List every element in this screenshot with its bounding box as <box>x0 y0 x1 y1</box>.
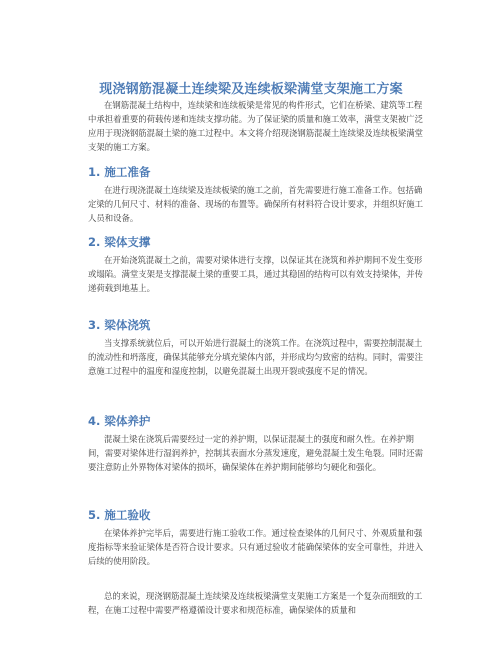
section-heading-pouring: 3. 梁体浇筑 <box>88 318 151 332</box>
intro-paragraph: 在钢筋混凝土结构中，连续梁和连续板梁是常见的构件形式，它们在桥梁、建筑等工程中承担着重要的荷载传递和连续支撑功能。为了保证梁的质量和施工效率，满堂支架被广泛应用于现浇钢筋混凝土梁的施工过程中。本文将介绍现浇钢筋混凝土连续梁及连续板梁满堂支架的施工方案。 <box>88 100 423 152</box>
section-heading-preparation: 1. 施工准备 <box>88 165 151 179</box>
section-body-support: 在开始浇筑混凝土之前，需要对梁体进行支撑，以保证其在浇筑和养护期间不发生变形或塌陷。满堂支架是支撑混凝土梁的重要工具，通过其稳固的结构可以有效支持梁体，并传递荷载到地基上。 <box>88 255 423 293</box>
section-body-acceptance: 在梁体养护完毕后，需要进行施工验收工作。通过检查梁体的几何尺寸、外观质量和强度指标等来验证梁体是否符合设计要求。只有通过验收才能确保梁体的安全可靠性，并进入后续的使用阶段。 <box>88 528 423 566</box>
section-body-curing: 混凝土梁在浇筑后需要经过一定的养护期，以保证混凝土的强度和耐久性。在养护期间，需要对梁体进行湿润养护，控制其表面水分蒸发速度，避免混凝土发生龟裂。同时还需要注意防止外界物体对梁体的损坏，确保梁体在养护期间能够均匀硬化和强化。 <box>88 434 423 472</box>
section-body-preparation: 在进行现浇混凝土连续梁及连续板梁的施工之前，首先需要进行施工准备工作。包括确定梁的几何尺寸、材料的准备、现场的布置等。确保所有材料符合设计要求，并组织好施工人员和设备。 <box>88 185 423 223</box>
conclusion-paragraph: 总的来说，现浇钢筋混凝土连续梁及连续板梁满堂支架施工方案是一个复杂而细致的工程，在施工过程中需要严格遵循设计要求和规范标准，确保梁体的质量和 <box>88 591 423 615</box>
section-heading-curing: 4. 梁体养护 <box>88 414 151 428</box>
section-body-pouring: 当支撑系统就位后，可以开始进行混凝土的浇筑工作。在浇筑过程中，需要控制混凝土的流动性和坍落度，确保其能够充分填充梁体内部，并形成均匀致密的结构。同时，需要注意施工过程中的温度和湿度控制，以避免混凝土出现开裂或强度不足的情况。 <box>88 338 423 376</box>
section-heading-support: 2. 梁体支撑 <box>88 235 151 249</box>
document-title: 现浇钢筋混凝土连续梁及连续板梁满堂支架施工方案 <box>99 82 403 97</box>
section-heading-acceptance: 5. 施工验收 <box>88 508 151 522</box>
